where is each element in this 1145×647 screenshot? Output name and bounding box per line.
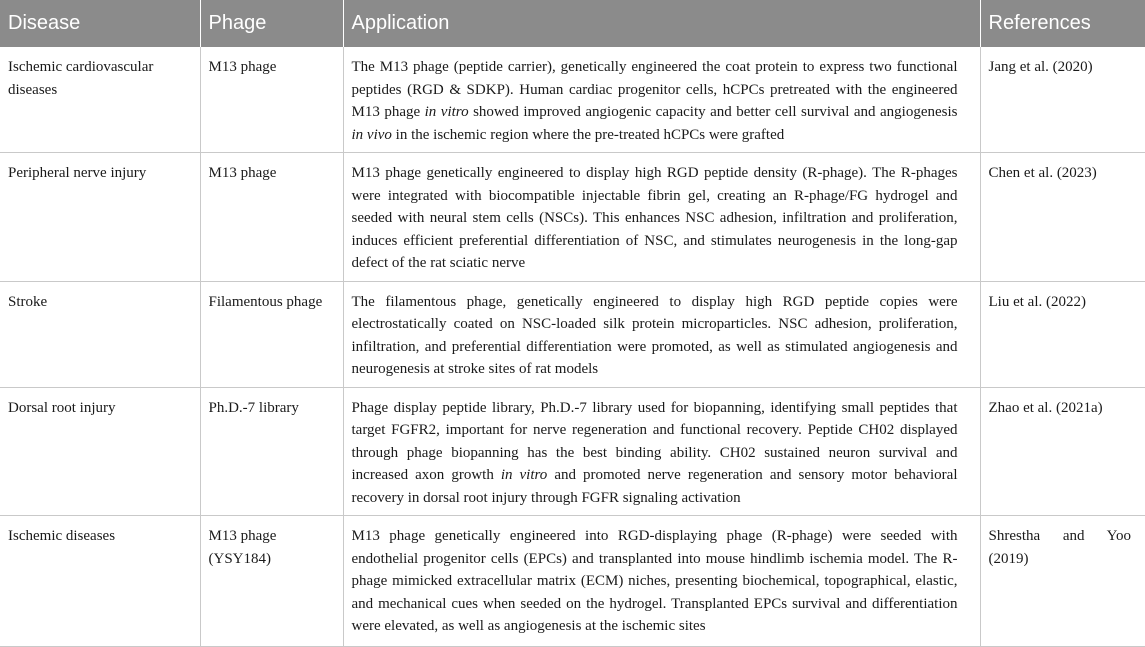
application-text-segment: and promoted nerve regeneration and sensory motor behavioral recovery in dorsal root injury through FGFR signaling activation [351,467,958,506]
header-application: Application [343,0,980,47]
application-cell [343,281,980,387]
disease-cell: Peripheral nerve injury [0,153,200,282]
application-text-segment: showed improved angiogenic capacity and better cell survival and angiogenesis [468,104,958,120]
reference-cell: Zhao et al. (2021a) [980,387,1145,516]
application-text-segment: in vitro [500,467,548,483]
phage-cell: M13 phage [200,153,343,282]
table-row [0,281,1145,387]
table-row [0,47,1145,153]
header-references: References [980,0,1145,47]
disease-cell: Ischemic cardiovascular diseases [0,47,200,153]
reference-cell: Shrestha and Yoo (2019) [980,516,1145,647]
application-text-segment: Phage display peptide library, Ph.D.-7 library used for biopanning, identifying small peptides that target FGFR2, important for nerve regeneration and functional recovery. Peptide CH02 displayed through phage biopanning has the best binding ability. CH02 sustained neuron survival and increased axon growth [351,399,958,483]
phage-cell: Filamentous phage [200,281,343,387]
disease-cell: Stroke [0,281,200,387]
phage-cell: M13 phage [200,47,343,153]
application-text-segment: M13 phage genetically engineered into RGD-displaying phage (R-phage) were seeded with endothelial progenitor cells (EPCs) and transplanted into mouse hindlimb ischemia model. The R-phage mimicked extracellular matrix (ECM) niches, presenting biochemical, topographical, elastic, and mechanical cues when seeded on the hydrogel. Transplanted EPCs survival and differentiation were elevated, as well as angiogenesis at the ischemic sites [351,528,958,634]
disease-cell: Ischemic diseases [0,516,200,647]
header-row [0,0,1145,47]
application-text-segment: The filamentous phage, genetically engineered to display high RGD peptide copies were electrostatically coated on NSC-loaded silk protein microparticles. NSC adhesion, proliferation, infiltration, and preferential differentiation were promoted, as well as stimulated angiogenesis and neurogenesis at stroke sites of rat models [351,293,958,377]
table-header [0,0,1145,47]
reference-cell: Chen et al. (2023) [980,153,1145,282]
table-body [0,47,1145,647]
application-text-segment: in vivo [351,126,392,143]
application-text-segment: M13 phage genetically engineered to display high RGD peptide density (R-phage). The R-phages were integrated with biocompatible injectable fibrin gel, creating an R-phage/FG hydrogel and seeded with neural stem cells (NSCs). This enhances NSC adhesion, infiltration and proliferation, induces efficient preferential differentiation of NSC, and stimulates neurogenesis in the long-gap defect of the rat sciatic nerve [351,165,958,271]
reference-cell: Liu et al. (2022) [980,281,1145,387]
phage-cell: Ph.D.-7 library [200,387,343,516]
header-phage: Phage [200,0,343,47]
header-disease: Disease [0,0,200,47]
application-text-segment: The M13 phage (peptide carrier), genetically engineered the coat protein to express two functional peptides (RGD & SDKP). Human cardiac progenitor cells, hCPCs pretreated with the engineered M13 phage [351,59,958,120]
reference-cell: Jang et al. (2020) [980,47,1145,153]
application-text-segment: in vitro [424,104,469,120]
application-cell [343,47,980,153]
table-row [0,387,1145,516]
table-row [0,516,1145,647]
disease-cell: Dorsal root injury [0,387,200,516]
application-cell [343,153,980,282]
table-row [0,153,1145,282]
application-cell [343,516,980,647]
application-text-segment: in the ischemic region where the pre-treated hCPCs were grafted [391,126,785,143]
application-cell [343,387,980,516]
phage-cell: M13 phage (YSY184) [200,516,343,647]
